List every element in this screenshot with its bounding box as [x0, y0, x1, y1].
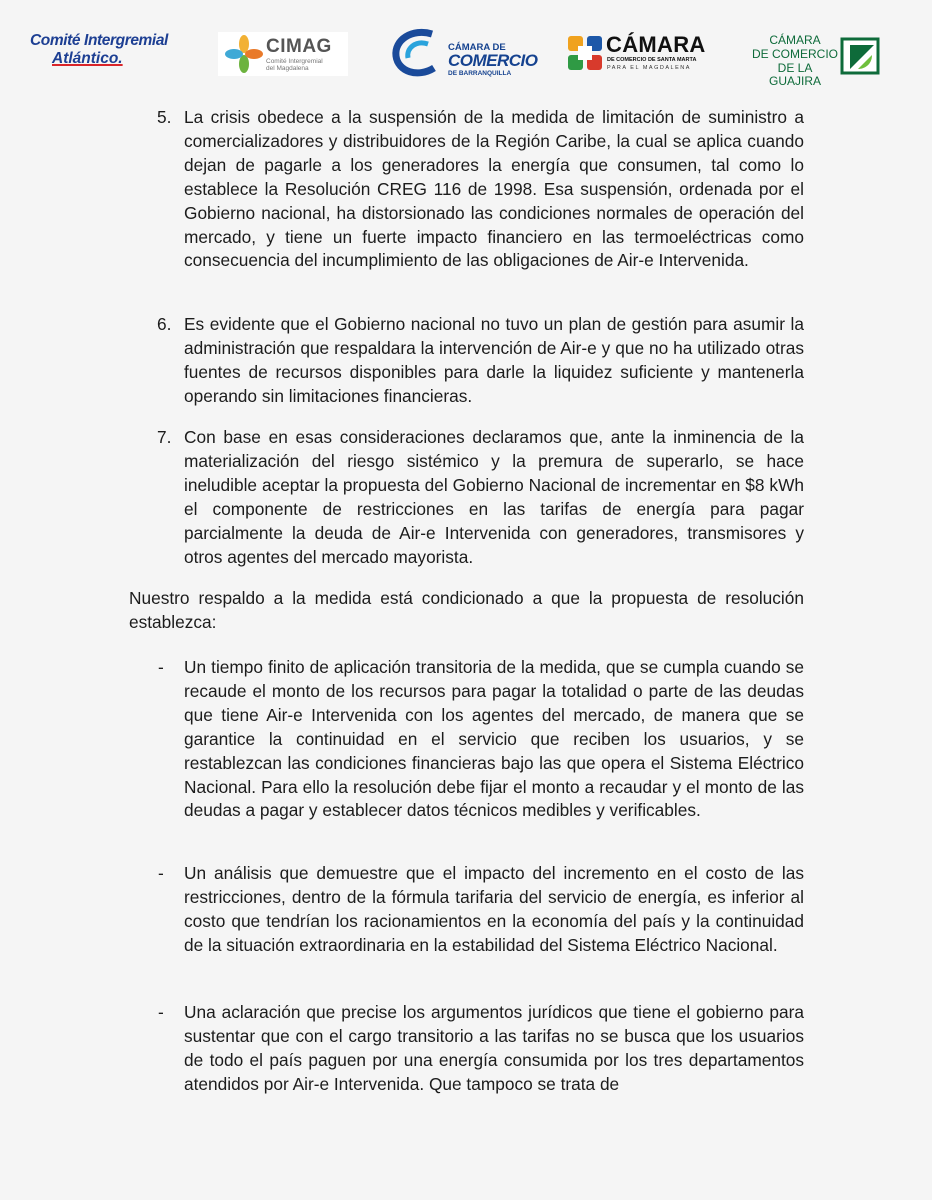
intro-paragraph: Nuestro respaldo a la medida está condicionado a que la propuesta de resolución establezca: [129, 588, 804, 632]
condition-item: Un tiempo finito de aplicación transitoria de la medida, que se cumpla cuando se recaude el monto de los recursos para pagar la totalidad o parte de las deudas que tiene Air-e Intervenida con los agentes del mercado, de manera que se garantice la continuidad en el servicio que reciben los usuarios, y se restablezcan las condiciones financieras bajo las que opera el Sistema Eléctrico Nacional. Para ello la resolución debe fijar el monto a recaudar y el monto de las deudas a pagar y establecer datos técnicos medibles y verificables. [184, 657, 804, 821]
item-number: 5. [157, 107, 172, 127]
numbered-paragraph: Es evidente que el Gobierno nacional no tuvo un plan de gestión para asumir la administración que respaldara la intervención de Air-e y que no ha utilizado otras fuentes de recursos disponibles para darle la liquidez suficiente y mantenerla operando sin limitaciones financieras. [184, 314, 804, 406]
santa-marta-emblem-icon [566, 34, 604, 72]
item-number: 6. [157, 314, 172, 334]
condition-item: Un análisis que demuestre que el impacto del incremento en el costo de las restricciones, dentro de la fórmula tarifaria del servicio de energía, es inferior al costo que tendrían los racionamientos en la economía del país y la continuidad de la situación extraordinaria en la estabilidad del Sistema Eléctrico Nacional. [184, 863, 804, 955]
guajira-g-icon [838, 35, 882, 77]
ccb-swirl-icon [388, 26, 448, 82]
cimag-logo: CIMAG Comité Intergremial del Magdalena [218, 32, 348, 76]
camara-comercio-guajira-logo: CÁMARA DE COMERCIO DE LA GUAJIRA [752, 30, 902, 86]
numbered-paragraph: Con base en esas consideraciones declaramos que, ante la inminencia de la materialización del riesgo sistémico y la premura de superarlo, se hace ineludible aceptar la propuesta del Gobierno Nacional de incrementar en $8 kWh el componente de restricciones en las tarifas de energía para pagar parcialmente la deuda de Air-e Intervenida con generadores, transmisores y otros agentes del mercado mayorista. [184, 427, 804, 567]
camara-comercio-santa-marta-logo: CÁMARA DE COMERCIO DE SANTA MARTA PARA EL MAGDALENA [566, 32, 706, 88]
condition-item: Una aclaración que precise los argumentos jurídicos que tiene el gobierno para sustentar que con el cargo transitorio a las tarifas no se busca que los usuarios de todo el país paguen por una energía consumida por los tres departamentos atendidos por Air-e Intervenida. Que tampoco se trata de [184, 1002, 804, 1094]
header-logos [0, 24, 932, 88]
comite-intergremial-atlantico-logo: Comité Intergremial Atlántico. [30, 32, 168, 67]
numbered-paragraph: La crisis obedece a la suspensión de la medida de limitación de suministro a comercializadores y distribuidores de la Región Caribe, la cual se aplica cuando dejan de pagarle a los generadores la energía que consumen, tal como lo establece la Resolución CREG 116 de 1998. Esa suspensión, ordenada por el Gobierno nacional, ha distorsionado las condiciones normales de operación del mercado, y tiene un fuerte impacto financiero en las termoeléctricas como consecuencia del incumplimiento de las obligaciones de Air-e Intervenida. [184, 107, 804, 271]
bullet-dash: - [158, 1002, 164, 1022]
cimag-flower-icon [224, 34, 264, 74]
item-number: 7. [157, 427, 172, 447]
camara-comercio-barranquilla-logo: CÁMARA DE COMERCIO DE BARRANQUILLA [388, 26, 518, 82]
bullet-dash: - [158, 657, 164, 677]
bullet-dash: - [158, 863, 164, 883]
